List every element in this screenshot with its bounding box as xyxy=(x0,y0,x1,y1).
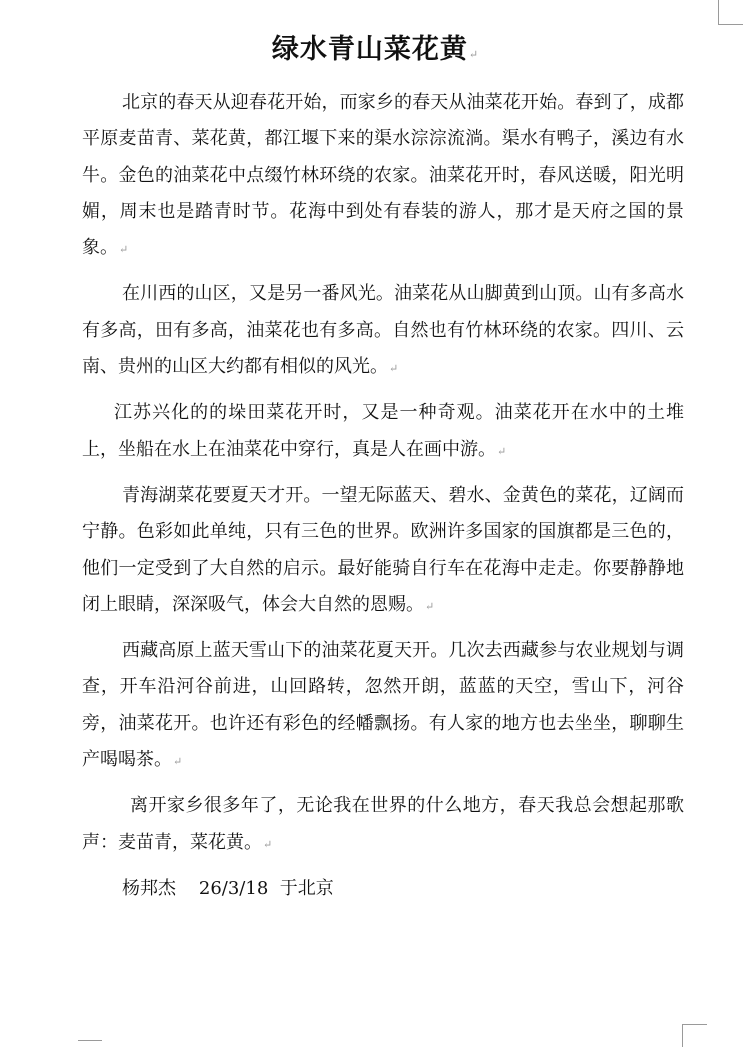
paragraph-4 xyxy=(82,478,684,625)
paragraph-6 xyxy=(82,788,684,863)
crop-mark-bottom-right xyxy=(682,1024,707,1047)
paragraph-mark-icon: ↵ xyxy=(389,362,399,376)
crop-mark-top-right xyxy=(718,0,743,25)
crop-mark-bottom-left xyxy=(78,1040,102,1047)
document-body xyxy=(82,85,684,907)
paragraph-1 xyxy=(82,85,684,268)
document-title: 绿水青山菜花黄 xyxy=(271,34,468,65)
paragraph-mark-icon: ↵ xyxy=(119,243,129,257)
signature-line xyxy=(82,871,684,907)
paragraph-mark-icon: ↵ xyxy=(425,599,435,613)
paragraph-text: 在川西的山区，又是另一番风光。油菜花从山脚黄到山顶。山有多高水有多高，田有多高，油菜花也有多高。自然也有竹林环绕的农家。四川、云南、贵州的山区大约都有相似的风光。 xyxy=(82,283,684,378)
paragraph-mark-icon: ↵ xyxy=(173,755,183,769)
paragraph-2 xyxy=(82,276,684,387)
paragraph-text: 青海湖菜花要夏天才开。一望无际蓝天、碧水、金黄色的菜花，辽阔而宁静。色彩如此单纯，只有三色的世界。欧洲许多国家的国旗都是三色的，他们一定受到了大自然的启示。最好能骑自行车在花海中走走。你要静静地闭上眼睛，深深吸气，体会大自然的恩赐。 xyxy=(82,484,684,615)
signature-place: 于北京 xyxy=(279,877,334,899)
signature-date: 26/3/18 xyxy=(198,877,269,899)
paragraph-3 xyxy=(82,395,684,470)
paragraph-text: 北京的春天从迎春花开始，而家乡的春天从油菜花开始。春到了，成都平原麦苗青、菜花黄，都江堰下来的渠水淙淙流淌。渠水有鸭子，溪边有水牛。金色的油菜花中点缀竹林环绕的农家。油菜花开时，春风送暖，阳光明媚，周末也是踏青时节。花海中到处有春装的游人，那才是天府之国的景象。 xyxy=(82,92,684,259)
paragraph-5 xyxy=(82,633,684,780)
paragraph-text: 西藏高原上蓝天雪山下的油菜花夏天开。几次去西藏参与农业规划与调查，开车沿河谷前进，山回路转，忽然开朗，蓝蓝的天空，雪山下，河谷旁，油菜花开。也许还有彩色的经幡飘扬。有人家的地方也去坐坐，聊聊生产喝喝茶。 xyxy=(82,640,684,771)
paragraph-mark-icon: ↵ xyxy=(497,444,507,458)
paragraph-mark-icon: ↵ xyxy=(468,48,480,61)
paragraph-mark-icon: ↵ xyxy=(263,837,273,851)
document-title-line xyxy=(0,30,751,75)
paragraph-text: 江苏兴化的的垛田菜花开时，又是一种奇观。油菜花开在水中的土堆上，坐船在水上在油菜花中穿行，真是人在画中游。 xyxy=(82,402,684,460)
paragraph-text: 离开家乡很多年了，无论我在世界的什么地方，春天我总会想起那歌声：麦苗青，菜花黄。 xyxy=(82,795,684,853)
signature-author: 杨邦杰 xyxy=(122,877,176,899)
